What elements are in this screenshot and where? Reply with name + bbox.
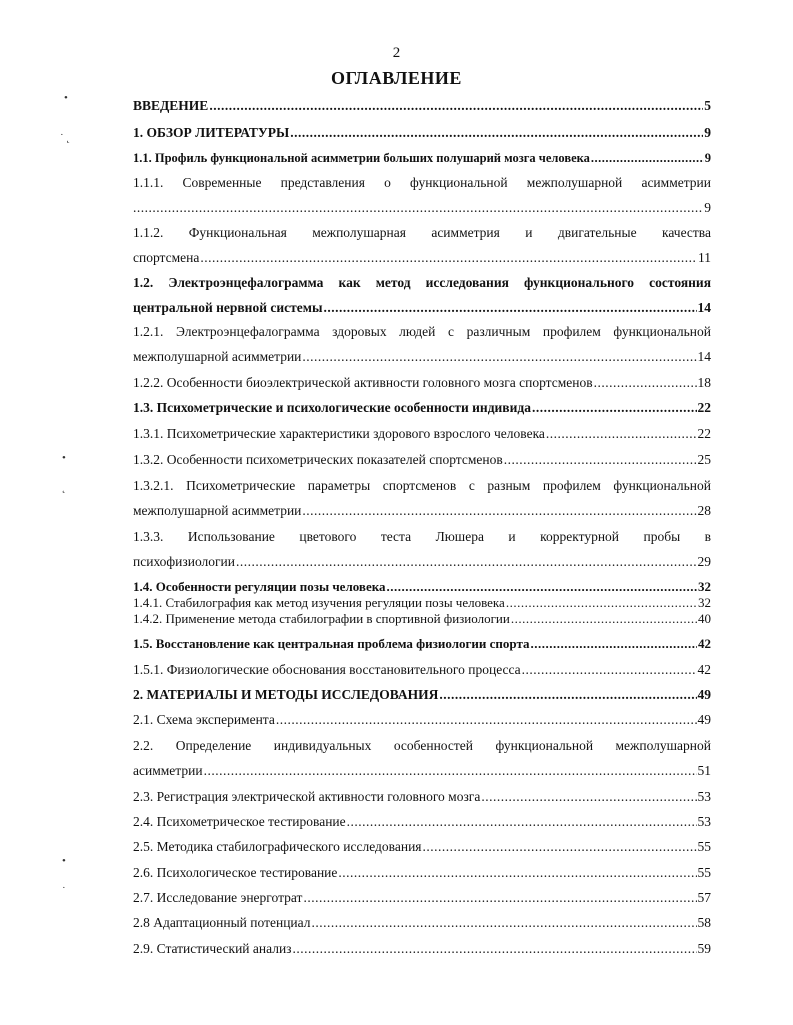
toc-entry-title: 1.4. Особенности регуляции позы человека (133, 579, 386, 594)
toc-entry-page: 58 (697, 915, 711, 930)
toc-entry-title: 1.4.1. Стабилография как метод изучения регуляции позы человека (133, 595, 505, 610)
toc-entry-title: 2.9. Статистический анализ (133, 941, 292, 956)
toc-entry-title: 2.2. Определение индивидуальных особенностей функциональной межполушарной (133, 738, 711, 753)
toc-entry-title: 1.1.2. Функциональная межполушарная асимметрия и двигательные качества (133, 225, 711, 240)
toc-entry-title: 1.2.2. Особенности биоэлектрической активности головного мозга спортсменов (133, 375, 593, 390)
toc-entry[interactable] (133, 173, 711, 193)
toc-entry-page: 53 (697, 789, 711, 804)
toc-entry-title: 2.3. Регистрация электрической активности головного мозга (133, 789, 481, 804)
toc-entry-continuation[interactable] (133, 298, 711, 318)
leader-dots (133, 198, 703, 218)
toc-entry-page: 32 (698, 579, 711, 594)
toc-entry[interactable] (133, 398, 711, 418)
toc-entry[interactable] (133, 863, 711, 883)
toc-entry[interactable] (133, 223, 711, 243)
leader-dots (324, 298, 697, 318)
leader-dots (591, 148, 704, 168)
toc-entry-page: 18 (697, 375, 711, 390)
toc-entry-page: 14 (697, 300, 711, 315)
toc-entry[interactable] (133, 609, 711, 629)
leader-dots (200, 248, 697, 268)
leader-dots (546, 424, 697, 444)
leader-dots (302, 347, 696, 367)
scan-speck: • (64, 92, 68, 104)
toc-entry-page: 5 (704, 98, 711, 113)
toc-entry-page: 9 (704, 125, 711, 140)
leader-dots (347, 812, 697, 832)
toc-entry-title: 2.7. Исследование энерготрат (133, 890, 303, 905)
leader-dots (290, 123, 703, 143)
toc-entry-title: 2.8 Адаптационный потенциал (133, 915, 311, 930)
toc-entry-page: 29 (697, 554, 711, 569)
toc-entry-page: 42 (698, 636, 711, 651)
leader-dots (504, 450, 697, 470)
toc-entry-page: 9 (704, 151, 711, 165)
leader-dots (338, 863, 696, 883)
toc-title: ОГЛАВЛЕНИЕ (331, 68, 462, 88)
toc-entry[interactable] (133, 888, 711, 908)
toc-entry-title: 2. МАТЕРИАЛЫ И МЕТОДЫ ИССЛЕДОВАНИЯ (133, 687, 439, 702)
toc-entry[interactable] (133, 123, 711, 143)
toc-entry-page: 14 (697, 349, 711, 364)
toc-entry-page: 32 (698, 595, 711, 610)
leader-dots (276, 710, 697, 730)
toc-entry[interactable] (133, 939, 711, 959)
leader-dots (293, 939, 697, 959)
toc-entry-page: 28 (697, 503, 711, 518)
toc-entry-title: 1.4.2. Применение метода стабилографии в спортивной физиологии (133, 611, 510, 626)
leader-dots (209, 96, 703, 116)
toc-entry-continuation[interactable] (133, 761, 711, 781)
leader-dots (204, 761, 697, 781)
toc-entry-title: 1.1.1. Современные представления о функциональной межполушарной асимметрии (133, 175, 711, 190)
leader-dots (312, 913, 697, 933)
toc-entry-page: 25 (697, 452, 711, 467)
toc-entry-title: 1.2.1. Электроэнцефалограмма здоровых людей с различным профилем функциональной (133, 324, 711, 339)
toc-entry-title-continued: психофизиологии (133, 554, 236, 569)
toc-entry-page: 49 (697, 687, 711, 702)
leader-dots (481, 787, 696, 807)
toc-entry-title: 1.5. Восстановление как центральная проблема физиологии спорта (133, 636, 530, 651)
toc-entry-title: 2.6. Психологическое тестирование (133, 865, 338, 880)
scan-speck: ˛ (62, 482, 66, 494)
toc-entry[interactable] (133, 837, 711, 857)
toc-entry-title-continued: центральной нервной системы (133, 300, 323, 315)
leader-dots (236, 552, 696, 572)
toc-entry[interactable] (133, 787, 711, 807)
toc-entry[interactable] (133, 710, 711, 730)
scan-speck: ˙ ˛ (60, 132, 71, 144)
toc-entry[interactable] (133, 527, 711, 547)
toc-entry-page: 57 (697, 890, 711, 905)
toc-entry[interactable] (133, 634, 711, 654)
toc-entry-title: 1.3.3. Использование цветового теста Люшера и корректурной пробы в (133, 529, 711, 544)
leader-dots (302, 501, 696, 521)
leader-dots (303, 888, 696, 908)
toc-entry-title: 1.3.2. Особенности психометрических показателей спортсменов (133, 452, 503, 467)
toc-entry-page: 40 (698, 611, 711, 626)
toc-entry-page: 22 (697, 400, 711, 415)
page-number: 2 (392, 45, 401, 61)
toc-entry[interactable] (133, 812, 711, 832)
toc-entry[interactable] (133, 273, 711, 293)
toc-entry-page: 9 (704, 200, 711, 215)
toc-entry-page: 55 (697, 865, 711, 880)
toc-entry[interactable] (133, 476, 711, 496)
toc-entry-page: 22 (697, 426, 711, 441)
scan-speck: • (62, 855, 66, 867)
toc-entry-page: 49 (697, 712, 711, 727)
toc-entry[interactable] (133, 736, 711, 756)
toc-entry-title-continued: асимметрии (133, 763, 203, 778)
toc-entry[interactable] (133, 424, 711, 444)
leader-dots (511, 609, 697, 629)
toc-entry-title-continued: межполушарной асимметрии (133, 349, 302, 364)
toc-entry-page: 11 (698, 250, 711, 265)
toc-entry-continuation[interactable] (133, 198, 711, 218)
toc-entry-title: ВВЕДЕНИЕ (133, 98, 209, 113)
toc-entry-page: 53 (697, 814, 711, 829)
toc-entry-title: 1.3.2.1. Психометрические параметры спортсменов с разным профилем функциональной (133, 478, 711, 493)
toc-entry-page: 59 (697, 941, 711, 956)
scan-speck: ˙ (62, 885, 66, 897)
toc-entry-continuation[interactable] (133, 501, 711, 521)
scan-speck: • (62, 452, 66, 464)
toc-entry[interactable] (133, 148, 711, 168)
toc-entry[interactable] (133, 373, 711, 393)
toc-entry[interactable] (133, 450, 711, 470)
toc-entry-title: 2.5. Методика стабилографического исследования (133, 839, 422, 854)
toc-entry-continuation[interactable] (133, 552, 711, 572)
leader-dots (522, 660, 697, 680)
toc-entry-page: 55 (697, 839, 711, 854)
toc-entry-title: 2.1. Схема эксперимента (133, 712, 275, 727)
leader-dots (531, 634, 698, 654)
toc-entry[interactable] (133, 322, 711, 342)
toc-entry-page: 42 (697, 662, 711, 677)
toc-entry-title: 1.5.1. Физиологические обоснования восстановительного процесса (133, 662, 521, 677)
toc-entry-title: 1.3. Психометрические и психологические особенности индивида (133, 400, 531, 415)
toc-entry-title-continued: спортсмена (133, 250, 200, 265)
leader-dots (439, 685, 696, 705)
toc-entry-continuation[interactable] (133, 347, 711, 367)
toc-entry[interactable] (133, 660, 711, 680)
toc-entry-continuation[interactable] (133, 248, 711, 268)
toc-entry-title: 1.1. Профиль функциональной асимметрии больших полушарий мозга человека (133, 151, 590, 165)
leader-dots (594, 373, 697, 393)
toc-entry-title: 1. ОБЗОР ЛИТЕРАТУРЫ (133, 125, 290, 140)
toc-entry[interactable] (133, 685, 711, 705)
leader-dots (423, 837, 697, 857)
toc-entry-title: 1.2. Электроэнцефалограмма как метод исследования функционального состояния (133, 275, 711, 290)
toc-entry-page: 51 (697, 763, 711, 778)
toc-entry[interactable] (133, 913, 711, 933)
toc-entry[interactable] (133, 96, 711, 116)
toc-entry-title-continued: межполушарной асимметрии (133, 503, 302, 518)
toc-entry-title: 1.3.1. Психометрические характеристики здорового взрослого человека (133, 426, 545, 441)
leader-dots (532, 398, 697, 418)
toc-entry-title: 2.4. Психометрическое тестирование (133, 814, 346, 829)
